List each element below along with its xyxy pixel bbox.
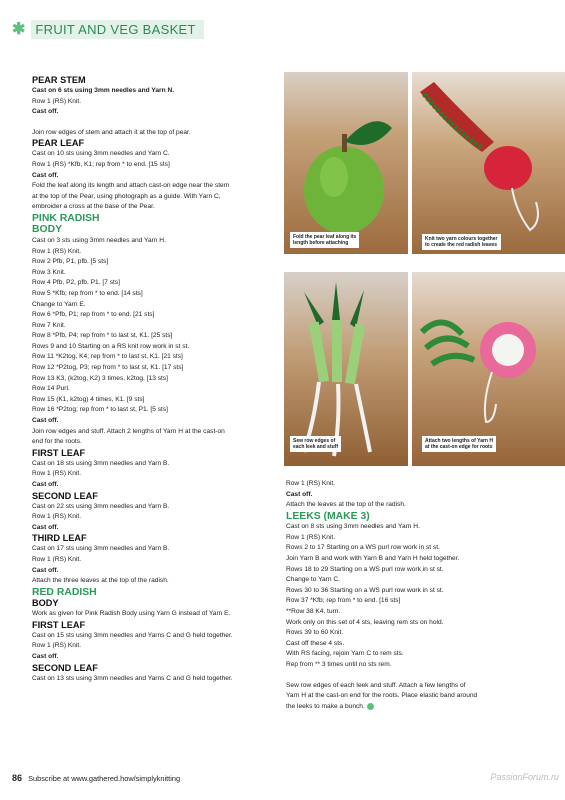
text-line: Cast off. xyxy=(32,653,59,661)
left-column xyxy=(32,75,272,684)
text-line: Row 11 *K2tog, K4; rep from * to last st, K1. [21 sts] xyxy=(32,353,183,361)
text-line: Row 6 *Pfb, P1; rep from * to end. [21 sts] xyxy=(32,311,155,319)
text-line: Row 14 Purl. xyxy=(32,385,70,393)
watermark: PassionForum.ru xyxy=(490,772,559,782)
text-line: Cast off. xyxy=(32,523,59,531)
text-line: Fold the leaf along its length and attach cast-on edge near the stem xyxy=(32,182,230,190)
text-line: Cast off. xyxy=(32,417,59,425)
text-line: Row 12 *P2tog, P3; rep from * to last st, K1. [17 sts] xyxy=(32,364,184,372)
heading-pear-leaf: PEAR LEAF xyxy=(32,138,85,149)
pear-illustration xyxy=(284,72,408,254)
page-header xyxy=(12,20,202,39)
page-title: FRUIT AND VEG BASKET xyxy=(31,20,203,39)
text-line: Row 37 *Kfb; rep from * to end. [16 sts] xyxy=(286,597,401,605)
text-line: Row 1 (RS) Knit. xyxy=(32,642,82,650)
text-line: Row 1 (RS) Knit. xyxy=(32,470,82,478)
asterisk-icon: ✱ xyxy=(12,20,26,38)
text-line: Row 5 *Kfb; rep from * to end. [14 sts] xyxy=(32,289,143,297)
text-line: Rows 39 to 60 Knit. xyxy=(286,629,344,637)
text-line: Change to Yarn E. xyxy=(32,300,86,308)
text-line: With RS facing, rejoin Yarn C to rem sts. xyxy=(286,650,404,658)
text-line: Row 3 Knit. xyxy=(32,268,66,276)
text-line: Rows 9 and 10 Starting on a RS knit row work in st st. xyxy=(32,342,190,350)
page-number: 86 xyxy=(12,773,23,783)
leeks-rows xyxy=(286,522,551,670)
text-line: embroider a cross at the base of the Pear. xyxy=(32,203,155,211)
text-line: Row 1 (RS) Knit. xyxy=(32,247,82,255)
text-line: Row 1 (RS) Knit. xyxy=(286,533,336,541)
text-line: Cast off these 4 sts. xyxy=(286,639,345,647)
text-line: Join row edges and stuff. Attach 2 lengths of Yarn H at the cast-on xyxy=(32,427,225,435)
photo-red-radish xyxy=(412,72,565,254)
heading-third-leaf: THIRD LEAF xyxy=(32,533,87,544)
text-line: Row 8 *Pfb, P4; rep from * to last st, K1. [25 sts] xyxy=(32,332,173,340)
text-line: Rows 30 to 36 Starting on a WS purl row work in st st. xyxy=(286,586,444,594)
text-line: Cast on 13 sts using 3mm needles and Yarns C and G held together. xyxy=(32,674,233,682)
text-line: Cast on 10 sts using 3mm needles and Yarn C. xyxy=(32,150,170,158)
text-line: Cast on 17 sts using 3mm needles and Yarn B. xyxy=(32,545,170,553)
text-line: **Row 38 K4, turn. xyxy=(286,608,341,616)
end-mark-icon xyxy=(367,703,374,710)
text-line: end for the roots. xyxy=(32,438,82,446)
heading-red-radish: RED RADISH xyxy=(32,586,97,598)
text-line: Cast on 3 sts using 3mm needles and Yarn H. xyxy=(32,236,166,244)
page-footer xyxy=(12,773,557,783)
right-column xyxy=(286,479,551,712)
text-line: Work as given for Pink Radish Body using Yarn G instead of Yarn E. xyxy=(32,610,231,618)
pink-radish-rows xyxy=(32,236,272,448)
text-line: Row 2 Pfb, P1, pfb. [5 sts] xyxy=(32,258,109,266)
text-line: Work only on this set of 4 sts, leaving rem sts on hold. xyxy=(286,618,444,626)
red-radish-illustration xyxy=(412,72,565,254)
text-line: Join Yarn B and work with Yarn B and Yarn H held together. xyxy=(286,555,460,563)
text-line: the leeks to make a bunch. xyxy=(286,702,551,713)
text-line: Row 13 K3, (k2tog, K2) 3 times, k2tog. [13 sts] xyxy=(32,374,168,382)
text-line: Attach the leaves at the top of the radish. xyxy=(286,501,406,509)
text-line: Rows 18 to 29 Starting on a WS purl row work in st st. xyxy=(286,565,444,573)
subheading-body: BODY xyxy=(32,598,59,609)
caption-red-radish: Knit two yarn colours together to create the red radish leaves xyxy=(422,234,501,250)
text-line: Row 1 (RS) Knit. xyxy=(286,480,336,487)
text-line: at the top of the Pear, using photograph as a guide. With Yarn C, xyxy=(32,192,221,200)
photo-pear xyxy=(284,72,408,254)
text-line: Sew row edges of each leek and stuff. Attach a few lengths of xyxy=(286,681,466,689)
text-line: Row 16 *P2tog; rep from * to last st, P1. [5 sts] xyxy=(32,406,168,414)
heading-pear-stem: PEAR STEM xyxy=(32,75,86,85)
subheading-body: BODY xyxy=(32,224,63,236)
text-line: Row 7 Knit. xyxy=(32,321,66,329)
heading-first-leaf: FIRST LEAF xyxy=(32,447,86,458)
photo-grid xyxy=(278,72,565,466)
text-line: Rows 2 to 17 Starting on a WS purl row work in st st. xyxy=(286,544,440,552)
text-line: Cast off. xyxy=(32,481,59,488)
photo-pink-radish xyxy=(412,272,565,466)
text-line: Row 1 (RS) Knit. xyxy=(32,97,82,105)
text-line: Cast off. xyxy=(32,108,59,116)
text-line: Row 1 (RS) *Kfb, K1; rep from * to end. [15 sts] xyxy=(32,160,170,168)
text-line: Cast off. xyxy=(32,171,59,179)
text-line: Row 1 (RS) Knit. xyxy=(32,555,82,563)
text-line: Cast off. xyxy=(286,490,313,498)
text-line: Row 1 (RS) Knit. xyxy=(32,513,82,521)
text-line: Attach the three leaves at the top of the radish. xyxy=(32,577,169,585)
heading-pink-radish: PINK RADISH xyxy=(32,212,100,224)
text-line: Cast on 22 sts using 3mm needles and Yarn B. xyxy=(32,502,170,510)
text-line: Yarn H at the cast-on end for the roots. Place elastic band around xyxy=(286,692,478,700)
caption-pink-radish: Attach two lengths of Yarn H at the cast-on edge for roots xyxy=(422,436,496,452)
caption-leeks: Sew row edges of each leek and stuff xyxy=(290,436,341,452)
text-line: Change to Yarn C. xyxy=(286,576,341,584)
text-line: Cast off. xyxy=(32,566,59,574)
heading-second-leaf: SECOND LEAF xyxy=(32,490,98,501)
heading-leeks: LEEKS (MAKE 3) xyxy=(286,510,370,522)
text-line: Rep from ** 3 times until no sts rem. xyxy=(286,661,392,668)
text-line: Cast on 8 sts using 3mm needles and Yarn H. xyxy=(286,523,420,531)
text-line: Cast on 6 sts using 3mm needles and Yarn N. xyxy=(32,87,175,94)
text-line: Cast on 18 sts using 3mm needles and Yarn B. xyxy=(32,459,170,467)
heading-first-leaf: FIRST LEAF xyxy=(32,619,86,630)
text-line: Cast on 15 sts using 3mm needles and Yarns C and G held together. xyxy=(32,631,233,639)
text-line: Row 4 Pfb, P2, pfb, P1. [7 sts] xyxy=(32,279,120,287)
caption-pear: Fold the pear leaf along its length before attaching xyxy=(290,232,359,248)
text-line: Row 15 (K1, k2tog) 4 times, K1. [9 sts] xyxy=(32,395,145,403)
subscribe-link[interactable]: Subscribe at www.gathered.how/simplyknitting xyxy=(28,774,181,783)
photo-leeks xyxy=(284,272,408,466)
heading-second-leaf: SECOND LEAF xyxy=(32,662,98,673)
text-line: Join row edges of stem and attach it at the top of pear. xyxy=(32,128,191,136)
